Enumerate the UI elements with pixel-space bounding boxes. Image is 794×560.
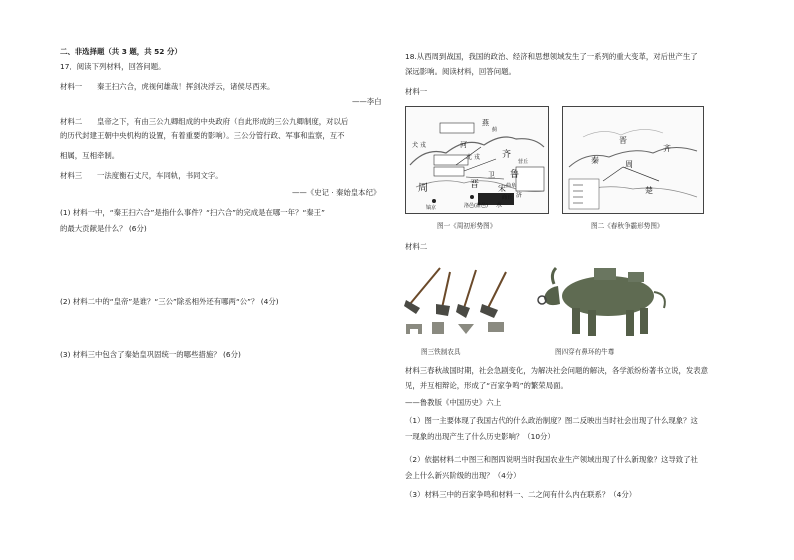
- tool-blade-2: [436, 304, 450, 316]
- legend-box-3: [434, 167, 464, 176]
- ox-leg-2: [588, 310, 596, 336]
- q18-line-1: 18.从西周到战国，我国的政治、经济和思想领域发生了一系列的重大变革，对后世产生了: [405, 52, 698, 61]
- tool-handle-4: [488, 272, 506, 308]
- map1-label-quanrong: 犬 戎: [412, 142, 426, 149]
- tool-head-4: [488, 322, 504, 332]
- q17-intro: 17．阅读下列材料，回答问题。: [60, 62, 166, 71]
- material-2-line-2: 的历代封建王朝中央机构的设置，有着重要的影响）。三公分管行政、军事和监察，互不: [60, 131, 345, 140]
- haojing-dot: [432, 199, 436, 203]
- iron-tools-image: [402, 264, 522, 340]
- ox-leg-3: [626, 310, 634, 336]
- q18-1-line-1: （1）图一主要体现了我国古代的什么政治制度？图二反映出当时社会出现了什么现象？这: [405, 416, 698, 425]
- map1-label-song: 宋: [498, 184, 506, 193]
- map1-label-zhou: 周: [418, 183, 428, 194]
- map1-label-he: 河: [460, 141, 467, 149]
- q18-1-line-2: 一现象的出现产生了什么历史影响？（10分）: [405, 432, 555, 441]
- ox-lid: [594, 268, 616, 280]
- material-3-source: ——《史记 · 秦始皇本纪》: [292, 188, 381, 197]
- ox-zun-svg: [536, 258, 676, 342]
- ox-horn: [552, 268, 556, 284]
- map1-label-jin: 晋: [470, 180, 480, 190]
- ox-head: [544, 286, 560, 305]
- map1-label-yingqiu: 营丘: [518, 159, 529, 165]
- map1-label-luoyi: 洛邑(雒邑): [464, 203, 488, 209]
- tool-handle-1: [410, 268, 440, 304]
- material-2-label-r: 材料二: [405, 242, 428, 251]
- material-1-text: 秦王扫六合，虎视何雄哉！挥剑决浮云，诸侯尽西来。: [97, 82, 275, 91]
- question-1-line-1: (1) 材料一中，“秦王扫六合”是指什么事件？“扫六合”的完成是在哪一年？“秦王”: [60, 208, 325, 217]
- map2-label-qi: 齐: [663, 144, 671, 153]
- map2-label-jin: 晋: [619, 136, 627, 145]
- tool-head-1: [406, 324, 422, 334]
- map1-label-qufu: 曲阜: [506, 183, 517, 189]
- map-spring-autumn-svg: [563, 107, 703, 213]
- figure-4-caption: 图四穿有鼻环的牛尊: [555, 348, 615, 356]
- arrow-line-3: [466, 177, 504, 179]
- map-zhou-early: [405, 106, 549, 214]
- map1-label-wei: 卫: [488, 171, 495, 179]
- map2-label-zhou: 周: [625, 160, 633, 169]
- tool-head-3: [458, 324, 474, 334]
- material-2-label: 材料二: [60, 117, 83, 126]
- question-2: (2) 材料二中的“皇帝”是谁？“三公”除丞相外还有哪两“公”？ (4分): [60, 297, 279, 306]
- q18-line-2: 深远影响。阅读材料，回答问题。: [405, 67, 516, 76]
- q18-2-line-2: 会上什么新兴阶级的出现？（4分）: [405, 471, 521, 480]
- map1-label-haojing: 镐京: [426, 205, 437, 211]
- map1-label-shui: 水: [496, 202, 503, 209]
- question-3: (3) 材料三中包含了秦始皇巩固统一的哪些措施？ (6分): [60, 350, 241, 359]
- figure-2-caption: 图二《春秋争霸形势图》: [591, 222, 664, 230]
- map-spring-autumn: [562, 106, 704, 214]
- figure-1-caption: 图一《周初形势图》: [437, 222, 497, 230]
- material-3-label: 材料三: [60, 171, 83, 180]
- map1-label-qi: 齐: [502, 150, 512, 160]
- q18-3: （3）材料三中的百家争鸣和材料一、二之间有什么内在联系？（4分）: [405, 490, 637, 499]
- map2-legend: [569, 179, 599, 209]
- iron-tools-svg: [402, 264, 522, 340]
- river-line-a: [569, 147, 697, 167]
- q18-2-line-1: （2）依据材料二中图三和图四说明当时我国农业生产领域出现了什么新现象？这导致了社: [405, 455, 698, 464]
- material-2-line-3: 相属，互相牵制。: [60, 151, 120, 160]
- map1-label-ji: 蓟: [492, 127, 498, 133]
- material-3-line-2-r: 见，并互相辩论，形成了“百家争鸣”的繁荣局面。: [405, 381, 568, 390]
- map1-label-beirong: 北 戎: [466, 154, 480, 161]
- map2-label-qin: 秦: [591, 156, 599, 165]
- map1-label-ji-river: 济: [516, 192, 523, 199]
- material-1-source: ——李白: [352, 97, 382, 106]
- section-title: 二、非选择题（共 3 题，共 52 分）: [60, 47, 182, 56]
- legend-box-1: [440, 123, 474, 133]
- ox-tail: [654, 292, 665, 308]
- legend-box-4: [516, 167, 544, 191]
- question-1-line-2: 的最大贡献是什么？ (6分): [60, 224, 147, 233]
- material-1-label-r: 材料一: [405, 87, 428, 96]
- tool-handle-2: [442, 272, 450, 308]
- map1-label-yan: 燕: [482, 119, 489, 127]
- material-2-line-1: 皇帝之下，有由三公九卿组成的中央政府（自此形成的三公九卿制度，对以后: [97, 117, 349, 126]
- material-1-label: 材料一: [60, 82, 83, 91]
- ox-lid-2: [628, 272, 644, 282]
- map2-label-chu: 楚: [645, 186, 653, 195]
- arrow-path-1: [623, 167, 659, 181]
- map1-label-lu: 鲁: [510, 170, 520, 180]
- figure-3-caption: 图三铁制农具: [421, 348, 461, 356]
- tool-head-2: [432, 322, 444, 334]
- material-3-line-1-r: 材料三春秋战国时期，社会急剧变化，为解决社会问题的解决，各学派纷纷著书立说，发表意: [405, 366, 709, 375]
- tool-handle-3: [464, 270, 476, 308]
- material-3-text: 一法度衡石丈尺，车同轨，书同文字。: [97, 171, 223, 180]
- map1-label-shangqiu: 商丘: [502, 195, 513, 201]
- ox-leg-4: [640, 308, 648, 334]
- ox-zun-image: [536, 258, 676, 342]
- ox-leg-1: [572, 308, 580, 334]
- arrow-path-2: [603, 167, 623, 181]
- map-zhou-early-svg: [406, 107, 548, 213]
- material-3-source-r: ——鲁教版《中国历史》六上: [405, 398, 502, 407]
- tool-blade-3: [456, 304, 470, 318]
- luoyi-dot: [470, 195, 474, 199]
